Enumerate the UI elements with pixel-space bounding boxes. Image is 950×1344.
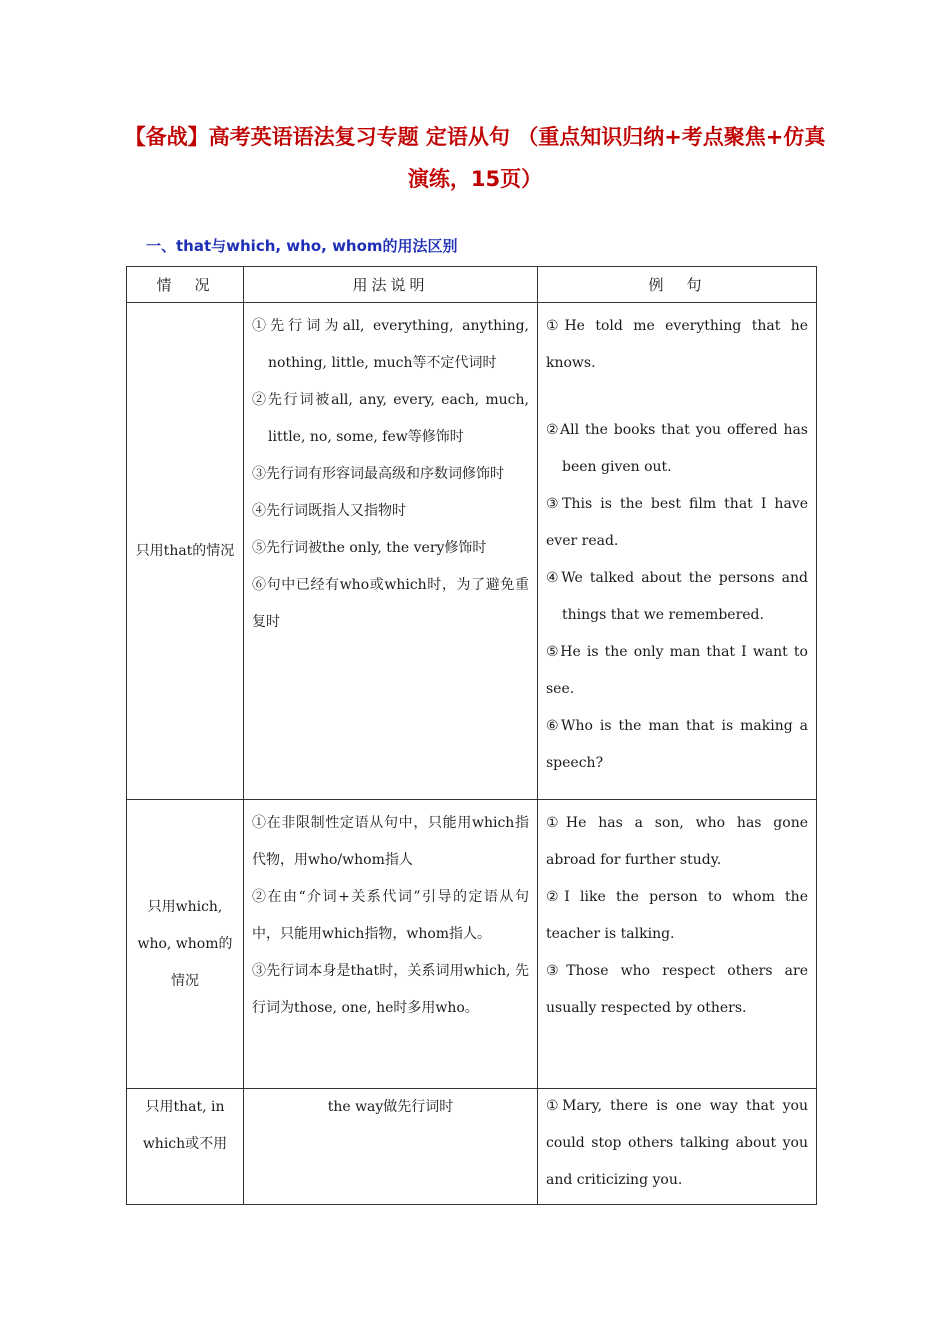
example-item: ①He has a son, who has gone abroad for further study. — [546, 815, 808, 868]
table-row — [127, 800, 817, 1089]
usage-item: ⑤先行词被the only, the very修饰时 — [252, 540, 487, 556]
example-item: ②I like the person to whom the teacher is talking. — [546, 889, 808, 942]
usage-item: ①先行词为all, everything, anything, nothing, little, much等不定代词时 — [252, 318, 529, 371]
example-item: ③Those who respect others are usually respected by others. — [546, 963, 808, 1016]
usage-item: ⑥句中已经有who或which时，为了避免重复时 — [252, 577, 529, 630]
header-examples: 例 句 — [538, 267, 817, 303]
header-situation: 情 况 — [127, 267, 244, 303]
row-label: 只用which, who, whom的情况 — [127, 800, 244, 1089]
table-row — [127, 303, 817, 800]
example-item: ②All the books that you offered has been given out. — [546, 422, 808, 475]
usage-table — [126, 266, 817, 1205]
usage-item: ③先行词本身是that时，关系词用which, 先行词为those, one, he时多用who。 — [252, 963, 529, 1016]
usage-item: ②先行词被all, any, every, each, much, little, no, some, few等修饰时 — [252, 392, 529, 445]
example-item: ①Mary, there is one way that you could stop others talking about you and criticizing you. — [546, 1098, 808, 1188]
example-item: ③This is the best film that I have ever read. — [546, 496, 808, 549]
page-title: 【备战】高考英语语法复习专题 定语从句 （重点知识归纳+考点聚焦+仿真演练，15页） — [124, 125, 826, 191]
row-label: 只用that, in which或不用 — [127, 1089, 244, 1205]
table-header-row — [127, 267, 817, 303]
usage-cell — [244, 303, 538, 800]
example-item: ④We talked about the persons and things that we remembered. — [546, 570, 808, 623]
row-label: 只用that的情况 — [127, 303, 244, 800]
example-item: ⑥Who is the man that is making a speech? — [546, 718, 808, 771]
example-cell — [538, 1089, 817, 1205]
header-usage: 用法说明 — [244, 267, 538, 303]
section-heading: 一、that与which, who, whom的用法区别 — [146, 237, 458, 255]
usage-item: ①在非限制性定语从句中，只能用which指代物，用who/whom指人 — [252, 815, 529, 868]
usage-item: the way做先行词时 — [327, 1099, 454, 1115]
example-cell — [538, 303, 817, 800]
usage-item: ③先行词有形容词最高级和序数词修饰时 — [252, 466, 504, 482]
table-row — [127, 1089, 817, 1205]
example-item: ⑤He is the only man that I want to see. — [546, 644, 808, 697]
usage-item: ②在由“介词+关系代词”引导的定语从句中，只能用which指物，whom指人。 — [252, 889, 529, 942]
usage-cell — [244, 1089, 538, 1205]
example-cell — [538, 800, 817, 1089]
example-item: ①He told me everything that he knows. — [546, 318, 808, 371]
usage-item: ④先行词既指人又指物时 — [252, 503, 406, 519]
usage-cell — [244, 800, 538, 1089]
